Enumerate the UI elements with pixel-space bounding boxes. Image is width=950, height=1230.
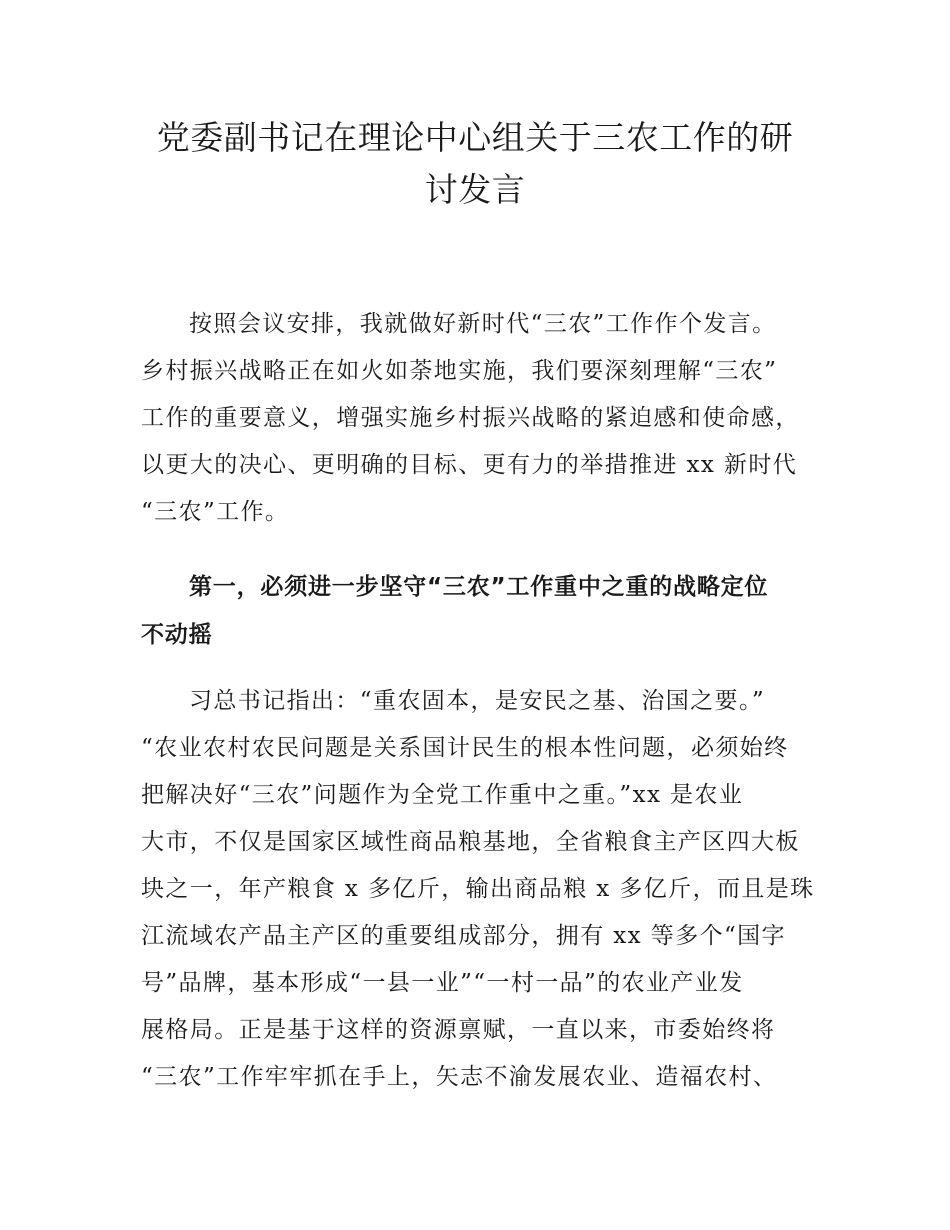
paragraph-line: 习总书记指出：“重农固本，是安民之基、治国之要。” <box>189 688 766 714</box>
paragraph-line: “三农”工作。 <box>141 499 290 525</box>
paragraph-line: 大市，不仅是国家区域性商品粮基地，全省粮食主产区四大板 <box>141 829 800 855</box>
section-heading-1 <box>141 563 813 659</box>
paragraph-line: 把解决好“三农”问题作为全党工作重中之重。”xx 是农业 <box>141 782 744 808</box>
paragraph-line: 号”品牌，基本形成“一县一业”“一村一品”的农业产业发 <box>141 970 744 996</box>
paragraph-line: 江流域农产品主产区的重要组成部分，拥有 xx 等多个“国字 <box>141 923 786 949</box>
paragraph-line: “农业农村农民问题是关系国计民生的根本性问题，必须始终 <box>141 735 789 761</box>
paragraph-line: 按照会议安排，我就做好新时代“三农”工作作个发言。 <box>189 311 777 337</box>
heading-line: 不动摇 <box>141 622 213 648</box>
paragraph-intro <box>141 301 813 536</box>
title-line: 党委副书记在理论中心组关于三农工作的研 <box>156 118 794 157</box>
paragraph-line: 工作的重要意义，增强实施乡村振兴战略的紧迫感和使命感， <box>141 405 800 431</box>
paragraph-line: “三农”工作牢牢抓在手上，矢志不渝发展农业、造福农村、 <box>141 1064 778 1090</box>
paragraph-line: 以更大的决心、更明确的目标、更有力的举措推进 xx 新时代 <box>141 452 798 478</box>
paragraph-line: 乡村振兴战略正在如火如荼地实施，我们要深刻理解“三农” <box>141 358 778 384</box>
document-title <box>130 112 820 216</box>
paragraph-section-1 <box>141 678 813 1101</box>
paragraph-line: 展格局。正是基于这样的资源禀赋，一直以来，市委始终将 <box>141 1017 776 1043</box>
title-line: 讨发言 <box>424 170 526 209</box>
paragraph-line: 块之一，年产粮食 x 多亿斤，输出商品粮 x 多亿斤，而且是珠 <box>141 876 815 902</box>
heading-line: 第一，必须进一步坚守“三农”工作重中之重的战略定位 <box>189 574 769 600</box>
